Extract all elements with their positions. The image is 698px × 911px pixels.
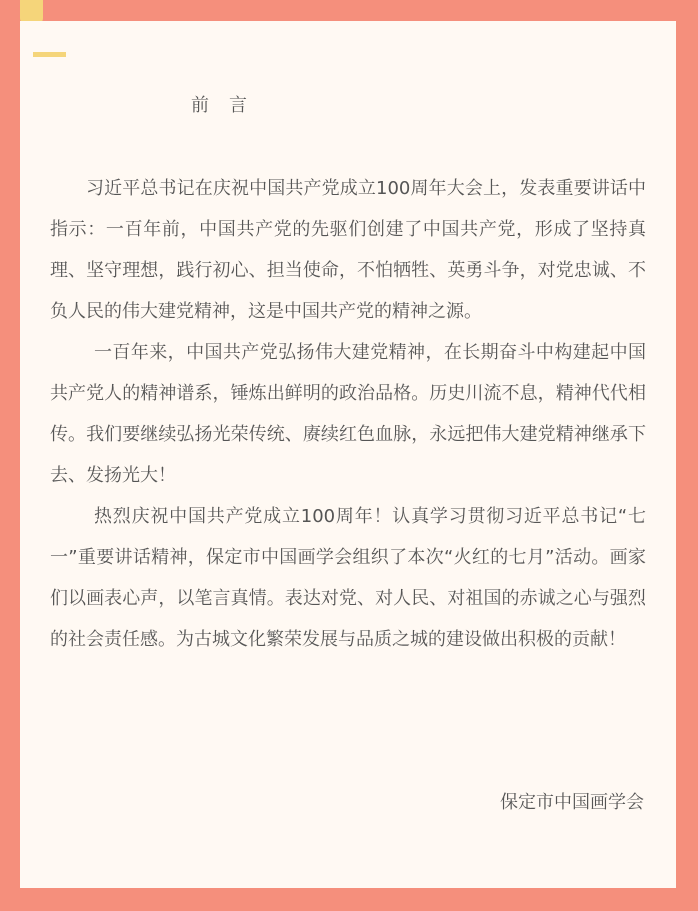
document-body (50, 168, 646, 660)
signature: 保定市中国画学会 (500, 792, 644, 813)
document-title: 前言 (191, 95, 267, 116)
paragraph-1: 习近平总书记在庆祝中国共产党成立100周年大会上，发表重要讲话中指示：一百年前，中国共产党的先驱们创建了中国共产党，形成了坚持真理、坚守理想，践行初心、担当使命，不怕牺牲、英勇斗争，对党忠诚、不负人民的伟大建党精神，这是中国共产党的精神之源。 (50, 178, 646, 322)
accent-bar (33, 52, 66, 57)
frame-decoration-dot (0, 12, 7, 22)
paragraph-3: 热烈庆祝中国共产党成立100周年！认真学习贯彻习近平总书记“七一”重要讲话精神，保定市中国画学会组织了本次“火红的七月”活动。画家们以画表心声，以笔言真情。表达对党、对人民、对祖国的赤诚之心与强烈的社会责任感。为古城文化繁荣发展与品质之城的建设做出积极的贡献！ (50, 506, 646, 650)
document-page (20, 21, 676, 888)
paragraph-2: 一百年来，中国共产党弘扬伟大建党精神，在长期奋斗中构建起中国共产党人的精神谱系，锤炼出鲜明的政治品格。历史川流不息，精神代代相传。我们要继续弘扬光荣传统、赓续红色血脉，永远把伟大建党精神继承下去、发扬光大！ (50, 342, 646, 486)
